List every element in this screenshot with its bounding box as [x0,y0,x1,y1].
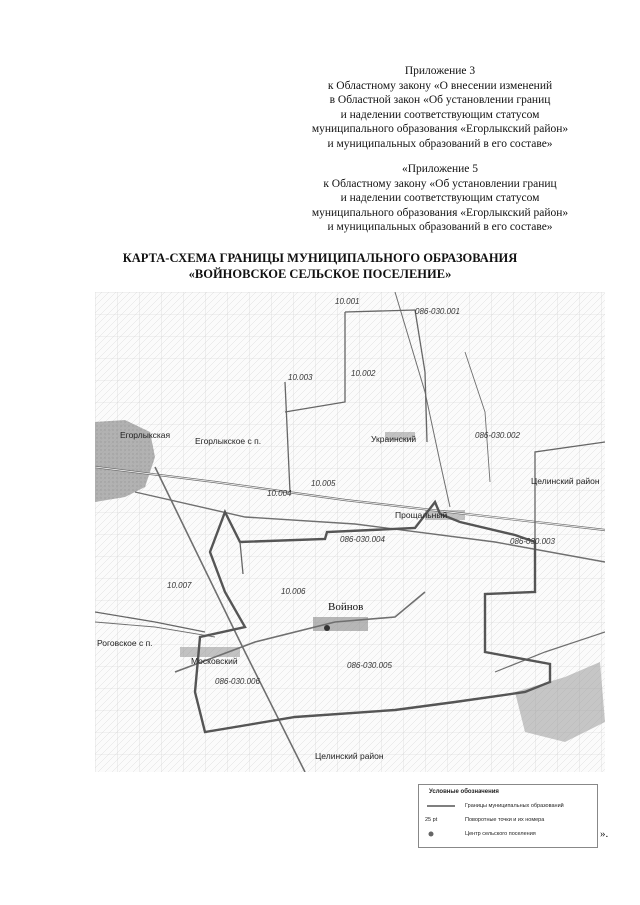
label-tselinsky-east: Целинский район [531,476,600,486]
closing-quote: ». [600,828,609,840]
legend-row-points [425,815,595,825]
boundary-map [95,292,605,772]
label-egorlykskoe-sp: Егорлыкское с п. [195,436,262,446]
appendix-3-line: Приложение 3 [404,65,476,77]
label-voinov: Войнов [328,601,364,613]
label-proshchalny: Прощальный [395,510,448,520]
code-086-030-004: 086-030.004 [340,535,385,544]
center-dot-icon [425,829,457,839]
legend-point-sample: 25 pt [425,817,438,823]
label-egorlykskaya: Егорлыкская [120,430,171,440]
appendix-3-line: к Областному закону «О внесении изменений [327,79,553,92]
label-tselinsky-south: Целинский район [315,751,384,761]
appendix-5-line: муниципального образования «Егорлыкский район» [311,206,569,219]
code-10005: 10.005 [311,479,336,488]
appendix-5-line: к Областному закону «Об установлении границ [323,177,557,190]
appendix-5-line: и муниципальных образований в его составе» [327,221,553,233]
boundary-line-icon [425,801,457,811]
code-086-030-003: 086-030.003 [510,537,555,546]
appendix-3-header [290,64,590,151]
legend-title: Условные обозначения [429,789,499,795]
label-ukrainsky: Украинский [371,434,417,444]
appendix-3-line: и наделении соответствующим статусом [340,108,540,121]
code-10007: 10.007 [167,581,192,590]
code-10001: 10.001 [335,297,360,306]
appendix-5-line: и наделении соответствующим статусом [340,192,540,204]
code-10004: 10.004 [267,489,292,498]
appendix-3-line: в Областной закон «Об установлении границ [329,94,551,106]
appendix-5-line: «Приложение 5 [401,163,479,175]
map-canvas [95,292,605,772]
label-moskovsky: Московский [191,656,238,666]
code-086-030-005: 086-030.005 [347,661,392,670]
code-10006: 10.006 [281,587,306,596]
legend-label: Центр сельского поселения [465,831,536,837]
legend-label: Поворотные точки и их номера [465,817,545,823]
voinov-settlement [313,617,368,631]
voinov-center-dot [324,625,330,631]
code-086-030-006: 086-030.006 [215,677,260,686]
legend-row-center [425,829,595,839]
code-086-030-002: 086-030.002 [475,431,520,440]
appendix-5-header [290,162,590,235]
appendix-3-line: и муниципальных образований в его составе» [327,137,553,150]
appendix-3-line: муниципального образования «Егорлыкский район» [311,123,569,135]
code-10002: 10.002 [351,369,376,378]
label-rogovskoe-sp: Роговское с п. [97,638,153,648]
map-legend [418,784,598,848]
document-title [0,250,640,282]
title-line-2: «ВОЙНОВСКОЕ СЕЛЬСКОЕ ПОСЕЛЕНИЕ» [188,267,452,281]
code-086-030-001: 086-030.001 [415,307,460,316]
legend-row-boundary [425,801,595,811]
code-10003: 10.003 [288,373,313,382]
title-line-1: КАРТА-СХЕМА ГРАНИЦЫ МУНИЦИПАЛЬНОГО ОБРАЗОВАНИЯ [122,251,518,265]
legend-label: Границы муниципальных образований [465,803,564,809]
